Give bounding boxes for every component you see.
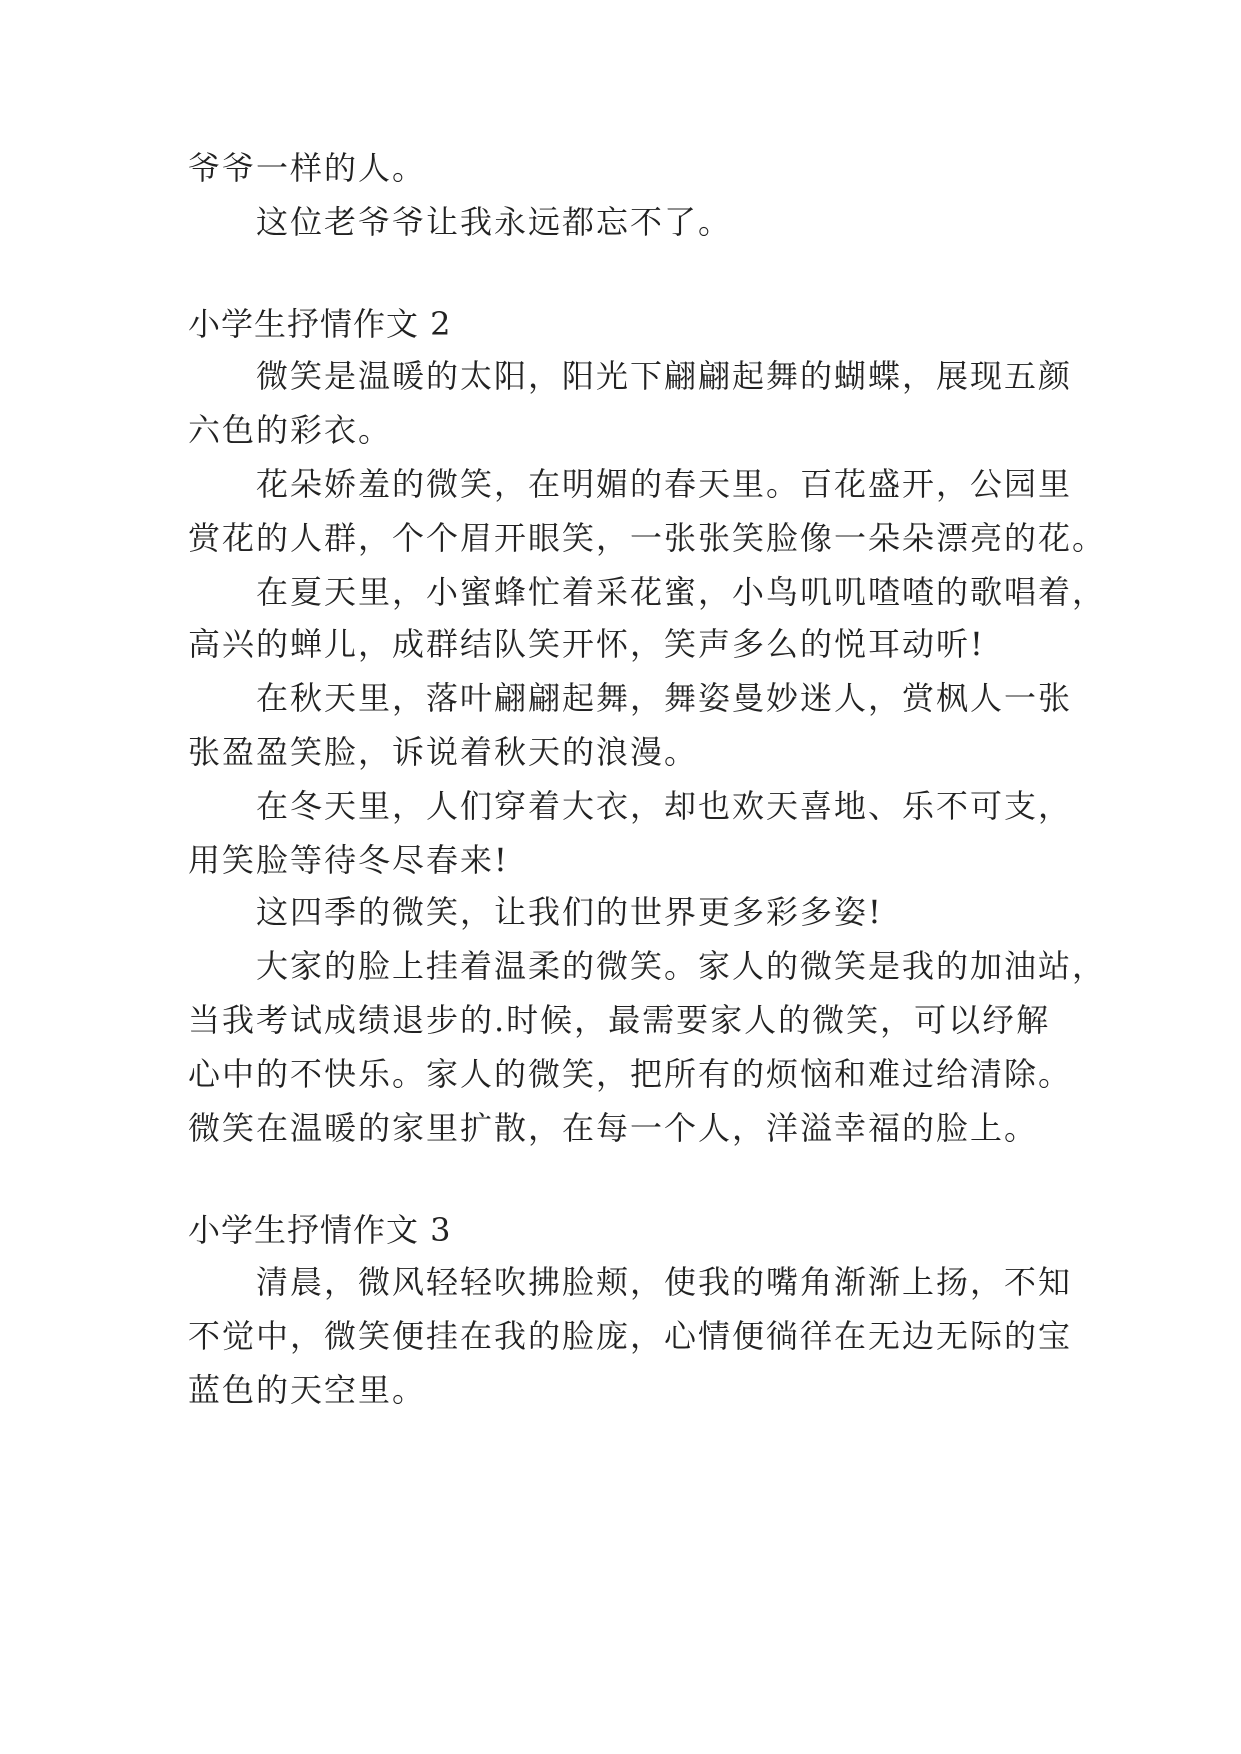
text-line: 爷爷一样的人。 [188, 149, 427, 187]
section-heading: 小学生抒情作文 2 [188, 305, 452, 343]
text-line: 花朵娇羞的微笑，在明媚的春天里。百花盛开，公园里 [256, 465, 1073, 503]
text-line: 赏花的人群，个个眉开眼笑，一张张笑脸像一朵朵漂亮的花。 [188, 519, 1107, 557]
text-line: 高兴的蝉儿，成群结队笑开怀，笑声多么的悦耳动听! [188, 625, 985, 663]
text-line: 心中的不快乐。家人的微笑，把所有的烦恼和难过给清除。 [188, 1055, 1073, 1093]
text-line: 这四季的微笑，让我们的世界更多彩多姿! [256, 893, 883, 931]
text-line: 在冬天里，人们穿着大衣，却也欢天喜地、乐不可支， [256, 787, 1073, 825]
text-line: 张盈盈笑脸，诉说着秋天的浪漫。 [188, 733, 699, 771]
text-line: 当我考试成绩退步的.时候，最需要家人的微笑，可以纾解 [188, 1001, 1051, 1039]
text-line: 在夏天里，小蜜蜂忙着采花蜜，小鸟叽叽喳喳的歌唱着， [256, 573, 1107, 611]
text-line: 微笑在温暖的家里扩散，在每一个人，洋溢幸福的脸上。 [188, 1109, 1039, 1147]
text-line: 蓝色的天空里。 [188, 1371, 427, 1409]
text-line: 微笑是温暖的太阳，阳光下翩翩起舞的蝴蝶，展现五颜 [256, 357, 1073, 395]
text-line: 用笑脸等待冬尽春来! [188, 841, 509, 879]
text-line: 清晨，微风轻轻吹拂脸颊，使我的嘴角渐渐上扬，不知 [256, 1263, 1073, 1301]
text-line: 六色的彩衣。 [188, 411, 393, 449]
text-line: 这位老爷爷让我永远都忘不了。 [256, 203, 733, 241]
section-heading: 小学生抒情作文 3 [188, 1211, 452, 1249]
text-line: 大家的脸上挂着温柔的微笑。家人的微笑是我的加油站， [256, 947, 1107, 985]
text-line: 在秋天里，落叶翩翩起舞，舞姿曼妙迷人，赏枫人一张 [256, 679, 1073, 717]
text-line: 不觉中，微笑便挂在我的脸庞，心情便徜徉在无边无际的宝 [188, 1317, 1073, 1355]
